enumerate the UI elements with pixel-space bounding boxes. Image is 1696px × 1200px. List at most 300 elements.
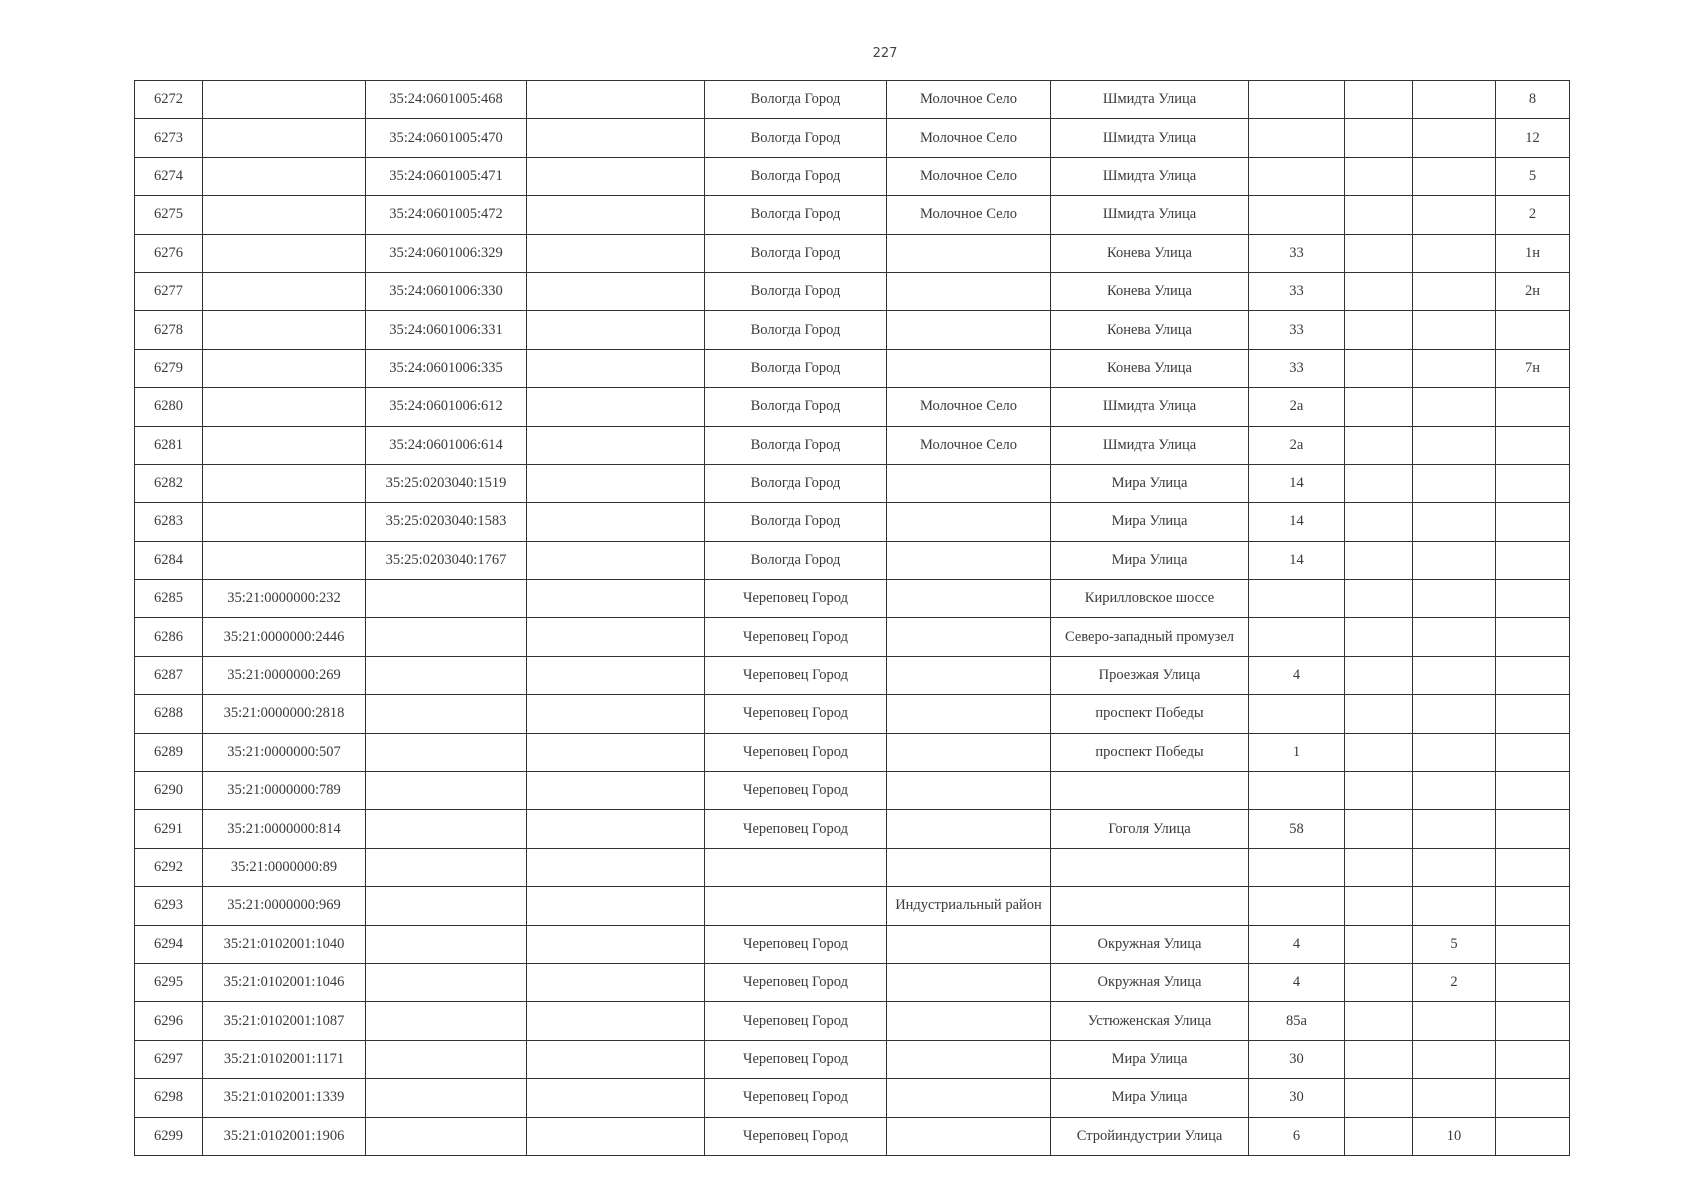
cadastral-number-a-cell — [203, 196, 366, 234]
extra-info-cell — [527, 464, 705, 502]
house-number-cell: 30 — [1249, 1079, 1345, 1117]
extra-info-cell — [527, 733, 705, 771]
structure-number-cell — [1413, 1002, 1496, 1040]
premises-number-cell — [1496, 618, 1570, 656]
settlement-cell — [887, 695, 1051, 733]
house-number-cell: 1 — [1249, 733, 1345, 771]
record-number-cell: 6272 — [135, 81, 203, 119]
house-number-cell: 2а — [1249, 426, 1345, 464]
structure-number-cell — [1413, 887, 1496, 925]
table-row — [135, 426, 1570, 464]
building-number-cell — [1345, 157, 1413, 195]
registry-table — [134, 80, 1570, 1156]
cadastral-number-b-cell: 35:24:0601006:612 — [366, 388, 527, 426]
settlement-cell — [887, 541, 1051, 579]
cadastral-number-a-cell: 35:21:0102001:1906 — [203, 1117, 366, 1155]
settlement-cell: Молочное Село — [887, 426, 1051, 464]
table-row — [135, 1079, 1570, 1117]
city-cell: Вологда Город — [705, 349, 887, 387]
cadastral-number-a-cell — [203, 272, 366, 310]
building-number-cell — [1345, 119, 1413, 157]
house-number-cell — [1249, 848, 1345, 886]
settlement-cell — [887, 618, 1051, 656]
street-cell: Мира Улица — [1051, 1040, 1249, 1078]
extra-info-cell — [527, 925, 705, 963]
settlement-cell — [887, 772, 1051, 810]
premises-number-cell — [1496, 848, 1570, 886]
cadastral-number-a-cell — [203, 426, 366, 464]
cadastral-number-b-cell — [366, 848, 527, 886]
cadastral-number-b-cell — [366, 1079, 527, 1117]
extra-info-cell — [527, 388, 705, 426]
extra-info-cell — [527, 848, 705, 886]
table-row — [135, 311, 1570, 349]
structure-number-cell — [1413, 426, 1496, 464]
structure-number-cell — [1413, 81, 1496, 119]
street-cell: Шмидта Улица — [1051, 157, 1249, 195]
premises-number-cell — [1496, 887, 1570, 925]
premises-number-cell — [1496, 464, 1570, 502]
cadastral-number-b-cell: 35:24:0601006:335 — [366, 349, 527, 387]
structure-number-cell — [1413, 464, 1496, 502]
cadastral-number-a-cell: 35:21:0102001:1046 — [203, 963, 366, 1001]
city-cell: Череповец Город — [705, 695, 887, 733]
cadastral-number-a-cell: 35:21:0000000:789 — [203, 772, 366, 810]
structure-number-cell — [1413, 848, 1496, 886]
city-cell — [705, 848, 887, 886]
cadastral-number-a-cell: 35:21:0102001:1171 — [203, 1040, 366, 1078]
city-cell: Череповец Город — [705, 1117, 887, 1155]
city-cell: Вологда Город — [705, 234, 887, 272]
table-row — [135, 119, 1570, 157]
house-number-cell: 14 — [1249, 503, 1345, 541]
street-cell: Мира Улица — [1051, 1079, 1249, 1117]
house-number-cell — [1249, 119, 1345, 157]
building-number-cell — [1345, 541, 1413, 579]
table-row — [135, 733, 1570, 771]
table-row — [135, 1040, 1570, 1078]
premises-number-cell — [1496, 656, 1570, 694]
street-cell: Проезжая Улица — [1051, 656, 1249, 694]
cadastral-number-a-cell: 35:21:0000000:507 — [203, 733, 366, 771]
building-number-cell — [1345, 234, 1413, 272]
structure-number-cell — [1413, 1079, 1496, 1117]
premises-number-cell — [1496, 963, 1570, 1001]
premises-number-cell — [1496, 810, 1570, 848]
building-number-cell — [1345, 503, 1413, 541]
settlement-cell: Молочное Село — [887, 196, 1051, 234]
house-number-cell: 33 — [1249, 349, 1345, 387]
premises-number-cell: 12 — [1496, 119, 1570, 157]
building-number-cell — [1345, 311, 1413, 349]
building-number-cell — [1345, 81, 1413, 119]
cadastral-number-a-cell — [203, 119, 366, 157]
building-number-cell — [1345, 963, 1413, 1001]
table-row — [135, 656, 1570, 694]
street-cell: Конева Улица — [1051, 349, 1249, 387]
structure-number-cell — [1413, 772, 1496, 810]
premises-number-cell — [1496, 580, 1570, 618]
house-number-cell: 4 — [1249, 963, 1345, 1001]
street-cell: Шмидта Улица — [1051, 388, 1249, 426]
record-number-cell: 6275 — [135, 196, 203, 234]
structure-number-cell — [1413, 618, 1496, 656]
cadastral-number-a-cell — [203, 234, 366, 272]
table-row — [135, 848, 1570, 886]
premises-number-cell — [1496, 695, 1570, 733]
premises-number-cell — [1496, 1079, 1570, 1117]
cadastral-number-b-cell: 35:24:0601006:614 — [366, 426, 527, 464]
city-cell: Вологда Город — [705, 311, 887, 349]
settlement-cell — [887, 349, 1051, 387]
premises-number-cell: 2н — [1496, 272, 1570, 310]
table-row — [135, 925, 1570, 963]
record-number-cell: 6276 — [135, 234, 203, 272]
structure-number-cell — [1413, 234, 1496, 272]
cadastral-number-a-cell — [203, 464, 366, 502]
table-row — [135, 349, 1570, 387]
table-row — [135, 1117, 1570, 1155]
city-cell: Вологда Город — [705, 157, 887, 195]
cadastral-number-a-cell: 35:21:0102001:1087 — [203, 1002, 366, 1040]
building-number-cell — [1345, 810, 1413, 848]
structure-number-cell — [1413, 1040, 1496, 1078]
street-cell: Шмидта Улица — [1051, 196, 1249, 234]
structure-number-cell — [1413, 349, 1496, 387]
street-cell: Устюженская Улица — [1051, 1002, 1249, 1040]
structure-number-cell: 10 — [1413, 1117, 1496, 1155]
city-cell: Вологда Город — [705, 464, 887, 502]
extra-info-cell — [527, 196, 705, 234]
structure-number-cell — [1413, 388, 1496, 426]
premises-number-cell — [1496, 311, 1570, 349]
cadastral-number-b-cell: 35:25:0203040:1767 — [366, 541, 527, 579]
cadastral-number-b-cell — [366, 772, 527, 810]
structure-number-cell: 5 — [1413, 925, 1496, 963]
cadastral-number-a-cell — [203, 81, 366, 119]
cadastral-number-b-cell — [366, 1002, 527, 1040]
city-cell: Вологда Город — [705, 503, 887, 541]
cadastral-number-b-cell — [366, 963, 527, 1001]
table-row — [135, 157, 1570, 195]
street-cell: проспект Победы — [1051, 695, 1249, 733]
premises-number-cell — [1496, 1002, 1570, 1040]
extra-info-cell — [527, 1002, 705, 1040]
cadastral-number-b-cell: 35:24:0601006:331 — [366, 311, 527, 349]
extra-info-cell — [527, 772, 705, 810]
record-number-cell: 6299 — [135, 1117, 203, 1155]
record-number-cell: 6293 — [135, 887, 203, 925]
city-cell: Вологда Город — [705, 119, 887, 157]
house-number-cell: 2а — [1249, 388, 1345, 426]
extra-info-cell — [527, 541, 705, 579]
street-cell: Окружная Улица — [1051, 963, 1249, 1001]
street-cell: Мира Улица — [1051, 541, 1249, 579]
building-number-cell — [1345, 272, 1413, 310]
house-number-cell: 58 — [1249, 810, 1345, 848]
table-row — [135, 772, 1570, 810]
record-number-cell: 6298 — [135, 1079, 203, 1117]
record-number-cell: 6297 — [135, 1040, 203, 1078]
structure-number-cell — [1413, 695, 1496, 733]
city-cell: Череповец Город — [705, 1002, 887, 1040]
house-number-cell: 14 — [1249, 541, 1345, 579]
cadastral-number-b-cell: 35:24:0601005:470 — [366, 119, 527, 157]
table-row — [135, 81, 1570, 119]
table-row — [135, 234, 1570, 272]
city-cell: Вологда Город — [705, 426, 887, 464]
record-number-cell: 6284 — [135, 541, 203, 579]
extra-info-cell — [527, 234, 705, 272]
building-number-cell — [1345, 388, 1413, 426]
cadastral-number-a-cell: 35:21:0000000:89 — [203, 848, 366, 886]
page-number: 227 — [872, 46, 898, 61]
settlement-cell — [887, 580, 1051, 618]
house-number-cell — [1249, 157, 1345, 195]
premises-number-cell — [1496, 426, 1570, 464]
city-cell: Череповец Город — [705, 810, 887, 848]
premises-number-cell — [1496, 925, 1570, 963]
record-number-cell: 6277 — [135, 272, 203, 310]
settlement-cell: Молочное Село — [887, 157, 1051, 195]
city-cell: Череповец Город — [705, 580, 887, 618]
settlement-cell — [887, 925, 1051, 963]
house-number-cell: 85а — [1249, 1002, 1345, 1040]
structure-number-cell — [1413, 157, 1496, 195]
record-number-cell: 6281 — [135, 426, 203, 464]
city-cell: Вологда Город — [705, 388, 887, 426]
street-cell: Шмидта Улица — [1051, 81, 1249, 119]
city-cell: Вологда Город — [705, 272, 887, 310]
cadastral-number-a-cell: 35:21:0000000:2818 — [203, 695, 366, 733]
extra-info-cell — [527, 426, 705, 464]
premises-number-cell: 7н — [1496, 349, 1570, 387]
house-number-cell: 4 — [1249, 656, 1345, 694]
city-cell: Череповец Город — [705, 656, 887, 694]
city-cell: Череповец Город — [705, 1040, 887, 1078]
cadastral-number-a-cell: 35:21:0000000:969 — [203, 887, 366, 925]
house-number-cell: 33 — [1249, 311, 1345, 349]
cadastral-number-a-cell — [203, 503, 366, 541]
settlement-cell: Молочное Село — [887, 119, 1051, 157]
extra-info-cell — [527, 810, 705, 848]
street-cell: Гоголя Улица — [1051, 810, 1249, 848]
structure-number-cell: 2 — [1413, 963, 1496, 1001]
house-number-cell — [1249, 887, 1345, 925]
record-number-cell: 6274 — [135, 157, 203, 195]
structure-number-cell — [1413, 580, 1496, 618]
house-number-cell — [1249, 580, 1345, 618]
building-number-cell — [1345, 656, 1413, 694]
record-number-cell: 6294 — [135, 925, 203, 963]
premises-number-cell: 2 — [1496, 196, 1570, 234]
cadastral-number-b-cell — [366, 733, 527, 771]
street-cell — [1051, 848, 1249, 886]
house-number-cell — [1249, 81, 1345, 119]
settlement-cell — [887, 503, 1051, 541]
street-cell: Кирилловское шоссе — [1051, 580, 1249, 618]
house-number-cell: 4 — [1249, 925, 1345, 963]
city-cell — [705, 887, 887, 925]
cadastral-number-a-cell — [203, 311, 366, 349]
cadastral-number-a-cell: 35:21:0000000:814 — [203, 810, 366, 848]
building-number-cell — [1345, 1002, 1413, 1040]
house-number-cell — [1249, 618, 1345, 656]
extra-info-cell — [527, 1117, 705, 1155]
extra-info-cell — [527, 580, 705, 618]
table-row — [135, 580, 1570, 618]
extra-info-cell — [527, 81, 705, 119]
cadastral-number-a-cell — [203, 541, 366, 579]
building-number-cell — [1345, 1117, 1413, 1155]
record-number-cell: 6291 — [135, 810, 203, 848]
building-number-cell — [1345, 925, 1413, 963]
cadastral-number-a-cell: 35:21:0000000:232 — [203, 580, 366, 618]
cadastral-number-a-cell — [203, 388, 366, 426]
city-cell: Вологда Город — [705, 196, 887, 234]
premises-number-cell — [1496, 503, 1570, 541]
premises-number-cell — [1496, 733, 1570, 771]
house-number-cell: 33 — [1249, 272, 1345, 310]
city-cell: Череповец Город — [705, 618, 887, 656]
record-number-cell: 6290 — [135, 772, 203, 810]
settlement-cell — [887, 1079, 1051, 1117]
settlement-cell — [887, 963, 1051, 1001]
building-number-cell — [1345, 464, 1413, 502]
cadastral-number-b-cell: 35:24:0601006:329 — [366, 234, 527, 272]
street-cell: Мира Улица — [1051, 503, 1249, 541]
building-number-cell — [1345, 618, 1413, 656]
cadastral-number-b-cell — [366, 580, 527, 618]
table-row — [135, 464, 1570, 502]
structure-number-cell — [1413, 311, 1496, 349]
cadastral-number-b-cell — [366, 1117, 527, 1155]
building-number-cell — [1345, 772, 1413, 810]
cadastral-number-b-cell: 35:25:0203040:1583 — [366, 503, 527, 541]
record-number-cell: 6296 — [135, 1002, 203, 1040]
settlement-cell — [887, 1040, 1051, 1078]
settlement-cell — [887, 1117, 1051, 1155]
street-cell: Конева Улица — [1051, 272, 1249, 310]
settlement-cell — [887, 1002, 1051, 1040]
record-number-cell: 6292 — [135, 848, 203, 886]
structure-number-cell — [1413, 541, 1496, 579]
cadastral-number-b-cell — [366, 695, 527, 733]
street-cell — [1051, 887, 1249, 925]
table-row — [135, 810, 1570, 848]
premises-number-cell — [1496, 1117, 1570, 1155]
cadastral-number-b-cell: 35:24:0601005:472 — [366, 196, 527, 234]
building-number-cell — [1345, 426, 1413, 464]
structure-number-cell — [1413, 733, 1496, 771]
settlement-cell — [887, 656, 1051, 694]
table-row — [135, 272, 1570, 310]
structure-number-cell — [1413, 503, 1496, 541]
table-row — [135, 695, 1570, 733]
cadastral-number-b-cell: 35:24:0601006:330 — [366, 272, 527, 310]
extra-info-cell — [527, 887, 705, 925]
cadastral-number-a-cell: 35:21:0000000:2446 — [203, 618, 366, 656]
cadastral-number-b-cell — [366, 887, 527, 925]
record-number-cell: 6273 — [135, 119, 203, 157]
premises-number-cell — [1496, 772, 1570, 810]
cadastral-number-b-cell — [366, 656, 527, 694]
cadastral-number-b-cell — [366, 618, 527, 656]
extra-info-cell — [527, 1040, 705, 1078]
record-number-cell: 6285 — [135, 580, 203, 618]
house-number-cell — [1249, 196, 1345, 234]
building-number-cell — [1345, 580, 1413, 618]
cadastral-number-a-cell: 35:21:0000000:269 — [203, 656, 366, 694]
extra-info-cell — [527, 656, 705, 694]
record-number-cell: 6278 — [135, 311, 203, 349]
extra-info-cell — [527, 119, 705, 157]
building-number-cell — [1345, 733, 1413, 771]
table-body — [135, 81, 1570, 1156]
premises-number-cell: 5 — [1496, 157, 1570, 195]
table-row — [135, 503, 1570, 541]
premises-number-cell — [1496, 541, 1570, 579]
street-cell: Конева Улица — [1051, 234, 1249, 272]
building-number-cell — [1345, 1040, 1413, 1078]
record-number-cell: 6280 — [135, 388, 203, 426]
extra-info-cell — [527, 695, 705, 733]
street-cell: Окружная Улица — [1051, 925, 1249, 963]
cadastral-number-b-cell — [366, 810, 527, 848]
premises-number-cell — [1496, 1040, 1570, 1078]
structure-number-cell — [1413, 119, 1496, 157]
table-row — [135, 196, 1570, 234]
city-cell: Череповец Город — [705, 963, 887, 1001]
extra-info-cell — [527, 311, 705, 349]
table-row — [135, 618, 1570, 656]
house-number-cell — [1249, 772, 1345, 810]
structure-number-cell — [1413, 272, 1496, 310]
settlement-cell — [887, 234, 1051, 272]
building-number-cell — [1345, 887, 1413, 925]
street-cell: Стройиндустрии Улица — [1051, 1117, 1249, 1155]
premises-number-cell: 8 — [1496, 81, 1570, 119]
table-row — [135, 541, 1570, 579]
street-cell: проспект Победы — [1051, 733, 1249, 771]
city-cell: Череповец Город — [705, 772, 887, 810]
extra-info-cell — [527, 272, 705, 310]
extra-info-cell — [527, 349, 705, 387]
record-number-cell: 6286 — [135, 618, 203, 656]
house-number-cell: 14 — [1249, 464, 1345, 502]
record-number-cell: 6289 — [135, 733, 203, 771]
cadastral-number-b-cell — [366, 925, 527, 963]
city-cell: Вологда Город — [705, 81, 887, 119]
record-number-cell: 6288 — [135, 695, 203, 733]
extra-info-cell — [527, 157, 705, 195]
cadastral-number-b-cell — [366, 1040, 527, 1078]
settlement-cell — [887, 848, 1051, 886]
record-number-cell: 6282 — [135, 464, 203, 502]
table-row — [135, 963, 1570, 1001]
street-cell: Конева Улица — [1051, 311, 1249, 349]
building-number-cell — [1345, 349, 1413, 387]
cadastral-number-a-cell: 35:21:0102001:1339 — [203, 1079, 366, 1117]
record-number-cell: 6279 — [135, 349, 203, 387]
structure-number-cell — [1413, 810, 1496, 848]
structure-number-cell — [1413, 196, 1496, 234]
cadastral-number-b-cell: 35:24:0601005:468 — [366, 81, 527, 119]
building-number-cell — [1345, 196, 1413, 234]
city-cell: Вологда Город — [705, 541, 887, 579]
street-cell — [1051, 772, 1249, 810]
cadastral-number-a-cell — [203, 349, 366, 387]
